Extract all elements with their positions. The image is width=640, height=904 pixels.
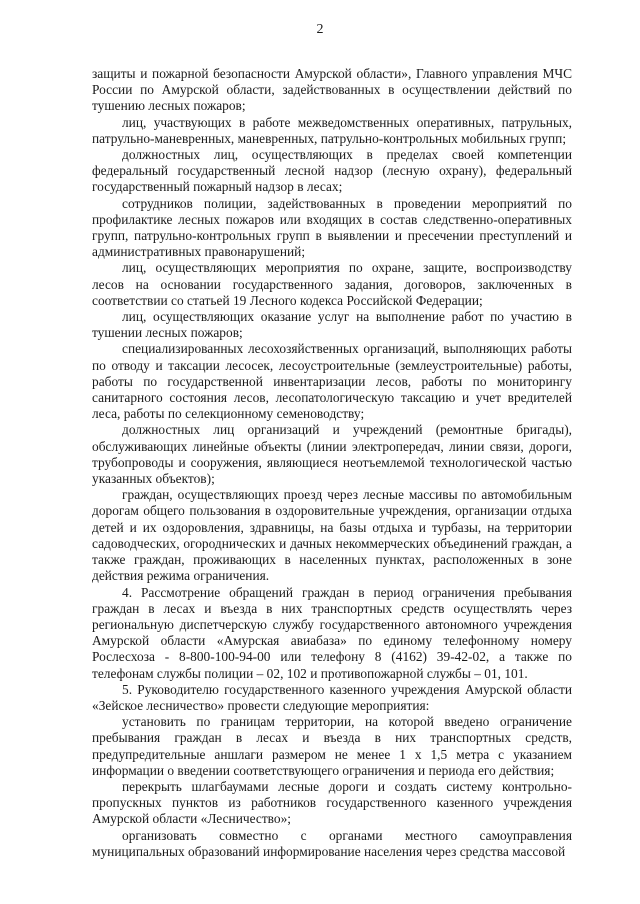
paragraph: перекрыть шлагбаумами лесные дороги и создать систему контрольно-пропускных пунктов из работников государственного казенного учреждения Амурской области «Лесничество»; [92, 778, 572, 827]
paragraph: сотрудников полиции, задействованных в проведении мероприятий по профилактике лесных пожаров или входящих в состав следственно-оперативных групп, патрульно-контрольных групп в выявлении и пресечении преступлений и административных правонарушений; [92, 195, 572, 260]
paragraph: 4. Рассмотрение обращений граждан в период ограничения пребывания граждан в лесах и въезда в них транспортных средств осуществлять через региональную диспетчерскую службу государственного автономного учреждения Амурской области «Амурская авиабаза» по единому телефонному номеру Рослесхоза - 8-800-100-94-00 или телефону 8 (4162) 39-42-02, а также по телефонам службы полиции – 02, 102 и противопожарной службы – 01, 101. [92, 584, 572, 681]
paragraph: лиц, осуществляющих оказание услуг на выполнение работ по участию в тушении лесных пожаров; [92, 309, 572, 341]
page-number: 2 [316, 22, 324, 37]
paragraph: защиты и пожарной безопасности Амурской области», Главного управления МЧС России по Амурской области, задействованных в осуществлении действий по тушению лесных пожаров; [92, 66, 572, 114]
paragraph: организовать совместно с органами местного самоуправления муниципальных образований информирование населения через средства массовой [92, 827, 572, 859]
paragraph: должностных лиц, осуществляющих в пределах своей компетенции федеральный государственный лесной надзор (лесную охрану), федеральный государственный пожарный надзор в лесах; [92, 147, 572, 195]
paragraph: должностных лиц организаций и учреждений (ремонтные бригады), обслуживающих линейные объекты (линии электропередач, линии связи, дороги, трубопроводы и сооружения, являющиеся неотъемлемой технологической частью указанных объектов); [92, 422, 572, 487]
paragraph: специализированных лесохозяйственных организаций, выполняющих работы по отводу и таксации лесосек, лесоустроительные (землеустроительные) работы, работы по государственной инвентаризации лесов, работы по мониторингу санитарного состояния лесов, лесопатологическую таксацию и учет вредителей леса, работы по селекционному семеноводству; [92, 341, 572, 422]
paragraph: 5. Руководителю государственного казенного учреждения Амурской области «Зейское лесничество» провести следующие мероприятия: [92, 681, 572, 713]
paragraph: установить по границам территории, на которой введено ограничение пребывания граждан в лесах и въезда в них транспортных средств, предупредительные аншлаги размером не менее 1 х 1,5 метра с указанием информации о введении соответствующего ограничения и периода его действия; [92, 714, 572, 778]
paragraph: лиц, участвующих в работе межведомственных оперативных, патрульных, патрульно-маневренных, маневренных, патрульно-контрольных мобильных групп; [92, 114, 572, 146]
document-body [92, 66, 572, 860]
paragraph: лиц, осуществляющих мероприятия по охране, защите, воспроизводству лесов на основании государственного задания, договоров, заключенных в соответствии со статьей 19 Лесного кодекса Российской Федерации; [92, 260, 572, 308]
paragraph: граждан, осуществляющих проезд через лесные массивы по автомобильным дорогам общего пользования в оздоровительные учреждения, организации отдыха детей и их оздоровления, здравницы, на базы отдыха и турбазы, на территории садоводческих, огороднических и дачных некоммерческих объединений граждан, а также граждан, проживающих в населенных пунктах, расположенных в зоне действия режима ограничения. [92, 487, 572, 584]
